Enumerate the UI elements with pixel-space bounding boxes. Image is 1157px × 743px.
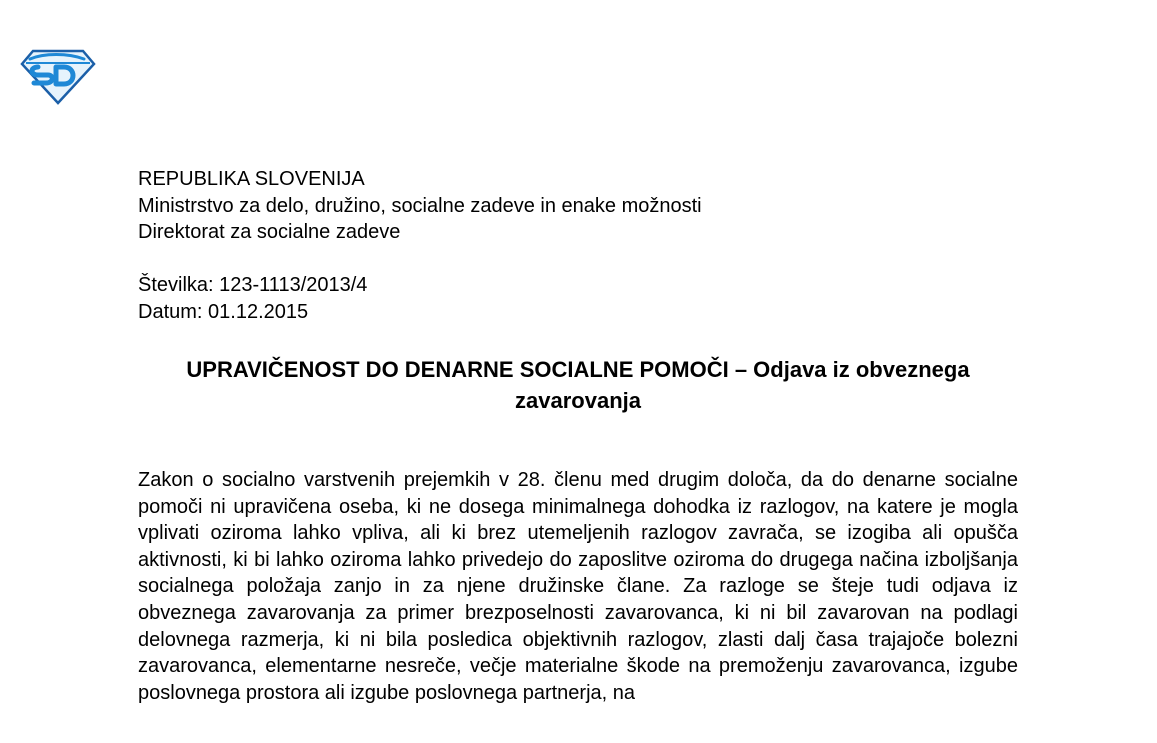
institution-header xyxy=(138,166,702,246)
document-date: Datum: 01.12.2015 xyxy=(138,300,309,323)
sd-diamond-logo-icon xyxy=(20,47,96,105)
body-paragraph: Zakon o socialno varstvenih prejemkih v 28. členu med drugim določa, da do denarne socialne pomoči ni upravičena oseba, ki ne dosega minimalnega dohodka iz razlogov, na katere je mogla vplivati oziroma lahko vpliva, ali ki brez utemeljenih razlogov zavrača, se izogiba ali opušča aktivnosti, ki bi lahko oziroma lahko privedejo do zaposlitve oziroma do drugega načina izboljšanja socialnega položaja zanjo in za njene družinske člane. Za razloge se šteje tudi odjava iz obveznega zavarovanja za primer brezposelnosti zavarovanca, ki ni bil zavarovan na podlagi delovnega razmerja, ki ni bila posledica objektivnih razlogov, zlasti dalj časa trajajoče bolezni zavarovanca, elementarne nesreče, večje materialne škode na premoženju zavarovanca, izgube poslovnega prostora ali izgube poslovnega partnerja, na xyxy=(138,469,1018,704)
document-title: UPRAVIČENOST DO DENARNE SOCIALNE POMOČI – Odjava iz obveznega zavarovanja xyxy=(186,357,970,413)
header-line-country: REPUBLIKA SLOVENIJA xyxy=(138,168,365,190)
header-line-ministry: Ministrstvo za delo, družino, socialne zadeve in enake možnosti xyxy=(138,194,702,217)
document-meta xyxy=(138,272,367,325)
header-line-directorate: Direktorat za socialne zadeve xyxy=(138,221,401,243)
document-number: Številka: 123-1113/2013/4 xyxy=(138,274,368,296)
